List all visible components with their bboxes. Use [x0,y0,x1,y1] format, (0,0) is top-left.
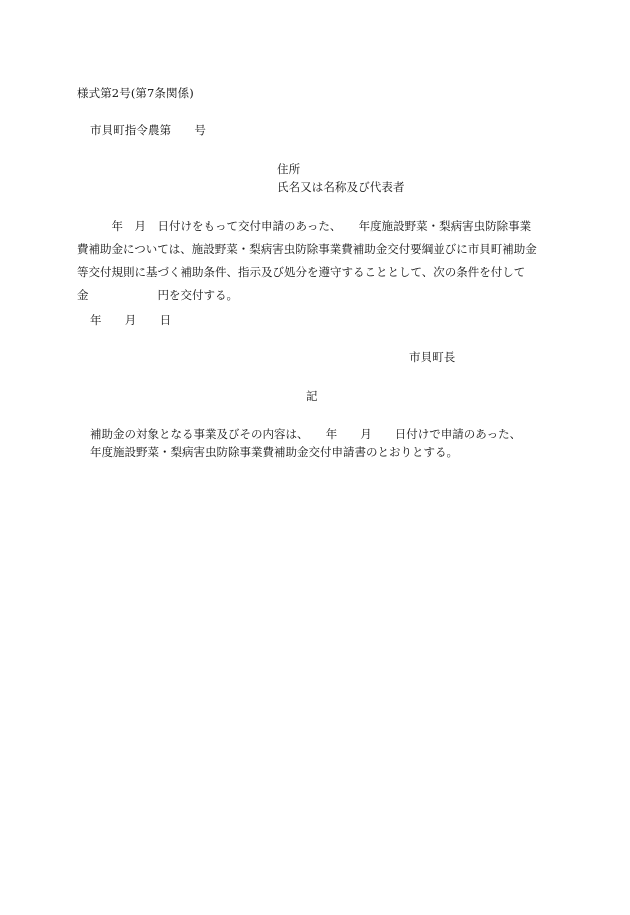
directive-reference-number: 市貝町指令農第 号 [90,123,206,137]
grant-decision-paragraph [77,215,557,307]
notes-heading: 記 [306,389,318,403]
paragraph-line: 年 月 日付けをもって交付申請のあった、 年度施設野菜・梨病害虫防除事業 [77,219,532,233]
paragraph-line: 金 円を交付する。 [77,288,238,302]
mayor-signature: 市貝町長 [409,350,456,364]
purpose-line: 年度施設野菜・梨病害虫防除事業費補助金交付申請書のとおりとする。 [90,445,458,459]
issue-date: 年 月 日 [90,313,172,327]
name-label: 氏名又は名称及び代表者 [277,180,405,194]
subsidy-purpose-paragraph [90,425,521,461]
form-number: 様式第2号(第7条関係) [77,86,194,100]
address-label: 住所 [277,162,301,176]
paragraph-line: 等交付規則に基づく補助条件、指示及び処分を遵守することとして、次の条件を付して [77,265,526,279]
paragraph-line: 費補助金については、施設野菜・梨病害虫防除事業費補助金交付要綱並びに市貝町補助金 [77,242,537,256]
purpose-line: 補助金の対象となる事業及びその内容は、 年 月 日付けで申請のあった、 [90,427,522,441]
